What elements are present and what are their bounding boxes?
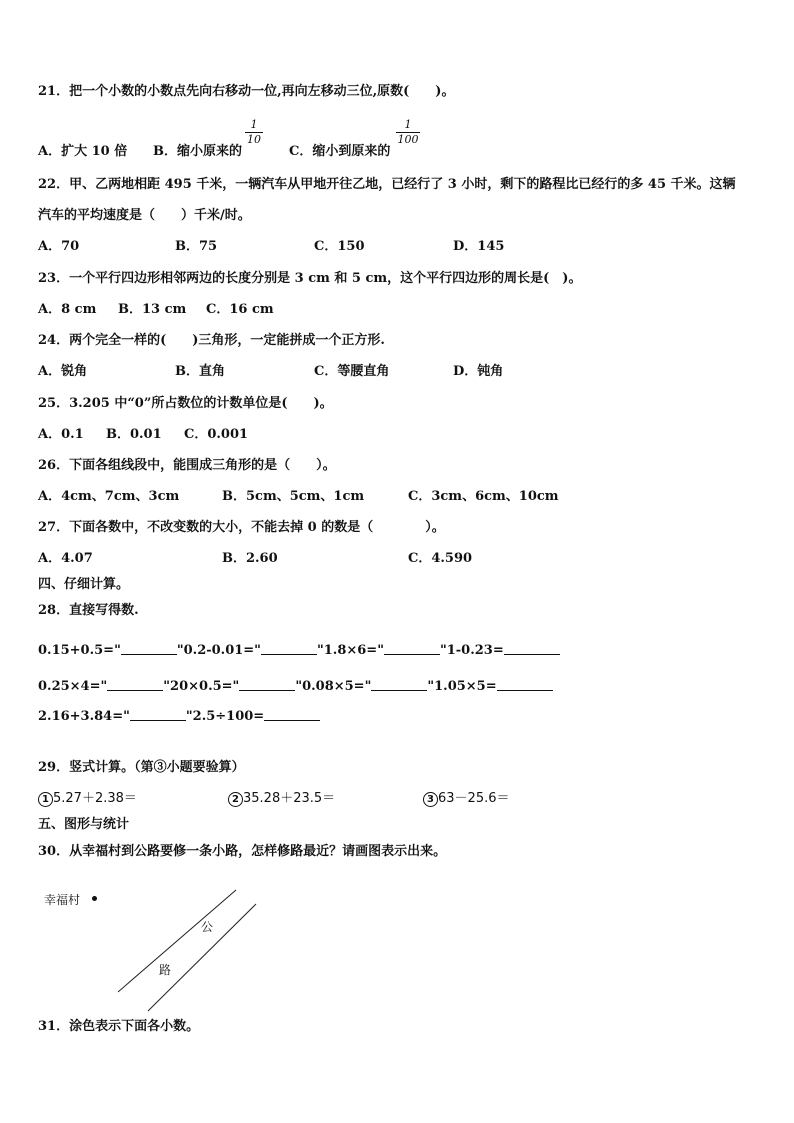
- q29-item-expr: 5.27＋2.38＝: [53, 791, 137, 806]
- q28-expr: 0.15+0.5=": [38, 643, 121, 658]
- q21-option-a[interactable]: A．扩大 10 倍: [38, 144, 128, 159]
- q28-expr: "1-0.23=: [439, 643, 504, 658]
- section-heading-calculation: 四、仔细计算。: [38, 577, 130, 592]
- road-char-1: 公: [201, 920, 214, 934]
- q29-stem-prefix: 29．竖式计算。（第: [38, 760, 154, 775]
- fraction-numerator: 1: [250, 118, 258, 131]
- q21-option-c[interactable]: C．缩小到原来的: [289, 144, 391, 159]
- q26-option-c[interactable]: C．3cm、6cm、10cm: [408, 489, 559, 504]
- q26-option-a[interactable]: A．4cm、7cm、3cm: [38, 489, 180, 504]
- q29-item-expr: 35.28＋23.5＝: [243, 791, 336, 806]
- q24-option-a[interactable]: A．锐角: [38, 364, 88, 379]
- answer-blank[interactable]: [239, 678, 295, 691]
- q24-option-b[interactable]: B．直角: [175, 364, 225, 379]
- circled-number-icon: 2: [228, 792, 243, 807]
- answer-blank[interactable]: [107, 678, 163, 691]
- q29-stem-suffix: 小题要验算）: [166, 760, 245, 775]
- q27-option-a[interactable]: A．4.07: [38, 551, 93, 566]
- q26-option-b[interactable]: B．5cm、5cm、1cm: [222, 489, 365, 504]
- q28-expr: "20×0.5=": [163, 679, 240, 694]
- q25-option-b[interactable]: B．0.01: [106, 427, 162, 442]
- answer-blank[interactable]: [504, 642, 560, 655]
- fraction-denominator: 100: [397, 133, 419, 146]
- q25-stem: 25．3.205 中“0”所占数位的计数单位是( )。: [38, 396, 333, 411]
- q21-option-b[interactable]: B．缩小原来的: [153, 144, 242, 159]
- road-lines: [38, 885, 278, 1015]
- q28-expr: "0.2-0.01=": [176, 643, 261, 658]
- q25-option-a[interactable]: A．0.1: [38, 427, 84, 442]
- q21-option-b-fraction: [245, 119, 263, 146]
- q29-stem: [38, 760, 245, 776]
- answer-blank[interactable]: [264, 708, 320, 721]
- q28-expr: "1.05×5=: [427, 679, 497, 694]
- q30-stem: 30．从幸福村到公路要修一条小路，怎样修路最近？请画图表示出来。: [38, 844, 447, 859]
- q21-stem: 21．把一个小数的小数点先向右移动一位,再向左移动三位,原数( )。: [38, 84, 455, 99]
- fraction-denominator: 10: [247, 133, 261, 146]
- q28-expr: "1.8×6=": [316, 643, 384, 658]
- q22-option-c[interactable]: C．150: [314, 239, 365, 254]
- answer-blank[interactable]: [371, 678, 427, 691]
- q28-row-3: [38, 708, 320, 725]
- q28-expr: "0.08×5=": [295, 679, 372, 694]
- q22-option-a[interactable]: A．70: [38, 239, 80, 254]
- q28-stem: 28．直接写得数.: [38, 603, 139, 618]
- q22-stem-line1: 22．甲、乙两地相距 495 千米，一辆汽车从甲地开往乙地，已经行了 3 小时，剩下的路程比已经行的多 45 千米。这辆: [38, 177, 736, 192]
- circled-number-icon: 3: [423, 792, 438, 807]
- q29-item-2: [228, 791, 335, 807]
- q22-option-b[interactable]: B．75: [175, 239, 218, 254]
- answer-blank[interactable]: [384, 642, 440, 655]
- q22-stem-line2: 汽车的平均速度是（ ）千米/时。: [38, 208, 251, 223]
- circled-number-icon: 1: [38, 792, 53, 807]
- fraction-numerator: 1: [404, 118, 412, 131]
- answer-blank[interactable]: [497, 678, 553, 691]
- section-heading-geometry-statistics: 五、图形与统计: [38, 817, 130, 832]
- q30-map-figure: [38, 885, 278, 1015]
- q29-item-1: [38, 791, 137, 807]
- q24-stem: 24．两个完全一样的( )三角形，一定能拼成一个正方形.: [38, 333, 385, 348]
- answer-blank[interactable]: [130, 708, 186, 721]
- q24-option-c[interactable]: C．等腰直角: [314, 364, 390, 379]
- q27-option-b[interactable]: B．2.60: [222, 551, 278, 566]
- village-label: 幸福村: [44, 893, 81, 907]
- q28-row-1: [38, 642, 560, 659]
- q28-row-2: [38, 678, 553, 695]
- road-char-2: 路: [159, 963, 172, 977]
- answer-blank[interactable]: [261, 642, 317, 655]
- q26-stem: 26．下面各组线段中，能围成三角形的是（ ）。: [38, 458, 336, 473]
- q28-expr: "2.5÷100=: [185, 709, 265, 724]
- q23-option-b[interactable]: B．13 cm: [118, 302, 187, 317]
- q23-option-a[interactable]: A．8 cm: [38, 302, 97, 317]
- q23-option-c[interactable]: C．16 cm: [206, 302, 274, 317]
- q29-item-3: [423, 791, 510, 807]
- q31-stem: 31．涂色表示下面各小数。: [38, 1019, 200, 1034]
- q29-circled-three: ③: [153, 760, 167, 775]
- q27-stem: 27．下面各数中，不改变数的大小，不能去掉 0 的数是（ ）。: [38, 520, 445, 535]
- q22-option-d[interactable]: D．145: [453, 239, 505, 254]
- q27-option-c[interactable]: C．4.590: [408, 551, 473, 566]
- q28-expr: 0.25×4=": [38, 679, 108, 694]
- q25-option-c[interactable]: C．0.001: [184, 427, 249, 442]
- q24-option-d[interactable]: D．钝角: [453, 364, 504, 379]
- q29-item-expr: 63－25.6＝: [438, 791, 510, 806]
- q28-expr: 2.16+3.84=": [38, 709, 130, 724]
- q23-stem: 23．一个平行四边形相邻两边的长度分别是 3 cm 和 5 cm，这个平行四边形的周长是( )。: [38, 271, 582, 286]
- answer-blank[interactable]: [121, 642, 177, 655]
- q21-option-c-fraction: [396, 119, 420, 146]
